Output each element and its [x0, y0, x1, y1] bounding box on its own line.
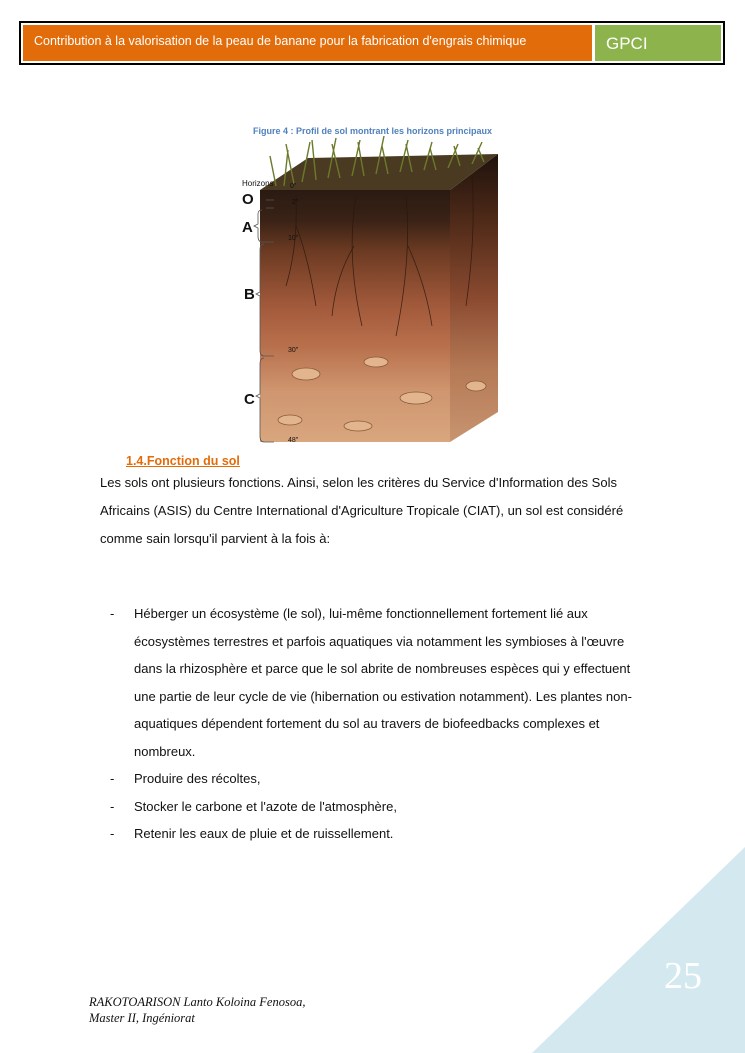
horizon-o-label: O [242, 191, 254, 208]
corner-triangle [532, 847, 745, 1053]
function-list [110, 600, 655, 848]
page-number: 25 [664, 955, 702, 997]
intro-paragraph: Les sols ont plusieurs fonctions. Ainsi, selon les critères du Service d'Information des Sols Africains (ASIS) du Centre International d'Agriculture Tropicale (CIAT), un sol est considéré comme sain lorsqu'il parvient à la fois à: [100, 475, 624, 546]
soil-side-face [450, 154, 498, 442]
section-title: Fonction du sol [146, 454, 240, 468]
page-header [19, 21, 725, 65]
footer-author [89, 994, 305, 1026]
list-item: - Retenir les eaux de pluie et de ruissellement. [110, 826, 394, 841]
author-name: RAKOTOARISON Lanto Koloina Fenosoa, [89, 995, 306, 1009]
depth-label: 30" [288, 347, 299, 354]
header-tag: GPCI [595, 25, 721, 61]
figure-caption: Figure 4 : Profil de sol montrant les horizons principaux [252, 126, 493, 136]
horizon-c-label: C [244, 391, 255, 408]
depth-label: 2" [292, 199, 299, 206]
author-degree: Master II, Ingéniorat [89, 1011, 195, 1025]
list-item: - Produire des récoltes, [110, 771, 261, 786]
section-number: 1.4. [126, 454, 147, 468]
depth-label: 0" [290, 183, 297, 190]
soil-front-face [260, 190, 450, 442]
soil-profile-figure [236, 136, 506, 448]
list-item: - Stocker le carbone et l'azote de l'atmosphère, [110, 798, 397, 814]
depth-label: 10" [288, 235, 299, 242]
horizon-b-label: B [244, 286, 255, 303]
list-item: - Héberger un écosystème (le sol), lui-même fonctionnellement fortement lié aux écosystèmes terrestres et parfois aquatiques via notamment les symbioses à l'œuvre dans la rhizosphère et parce que le sol abrite de nombreuses espèces qui y effectuent une partie de leur cycle de vie (hibernation ou estivation notamment). Les plantes non-aquatiques dépendent fortement du sol au travers de biofeedbacks complexes et nombreux. [110, 606, 632, 759]
horizons-label: Horizons [242, 179, 274, 188]
header-title: Contribution à la valorisation de la peau de banane pour la fabrication d'engrais chimique [23, 25, 592, 61]
horizon-a-label: A [242, 219, 253, 236]
section-heading [124, 454, 240, 468]
depth-label: 48" [288, 437, 299, 444]
